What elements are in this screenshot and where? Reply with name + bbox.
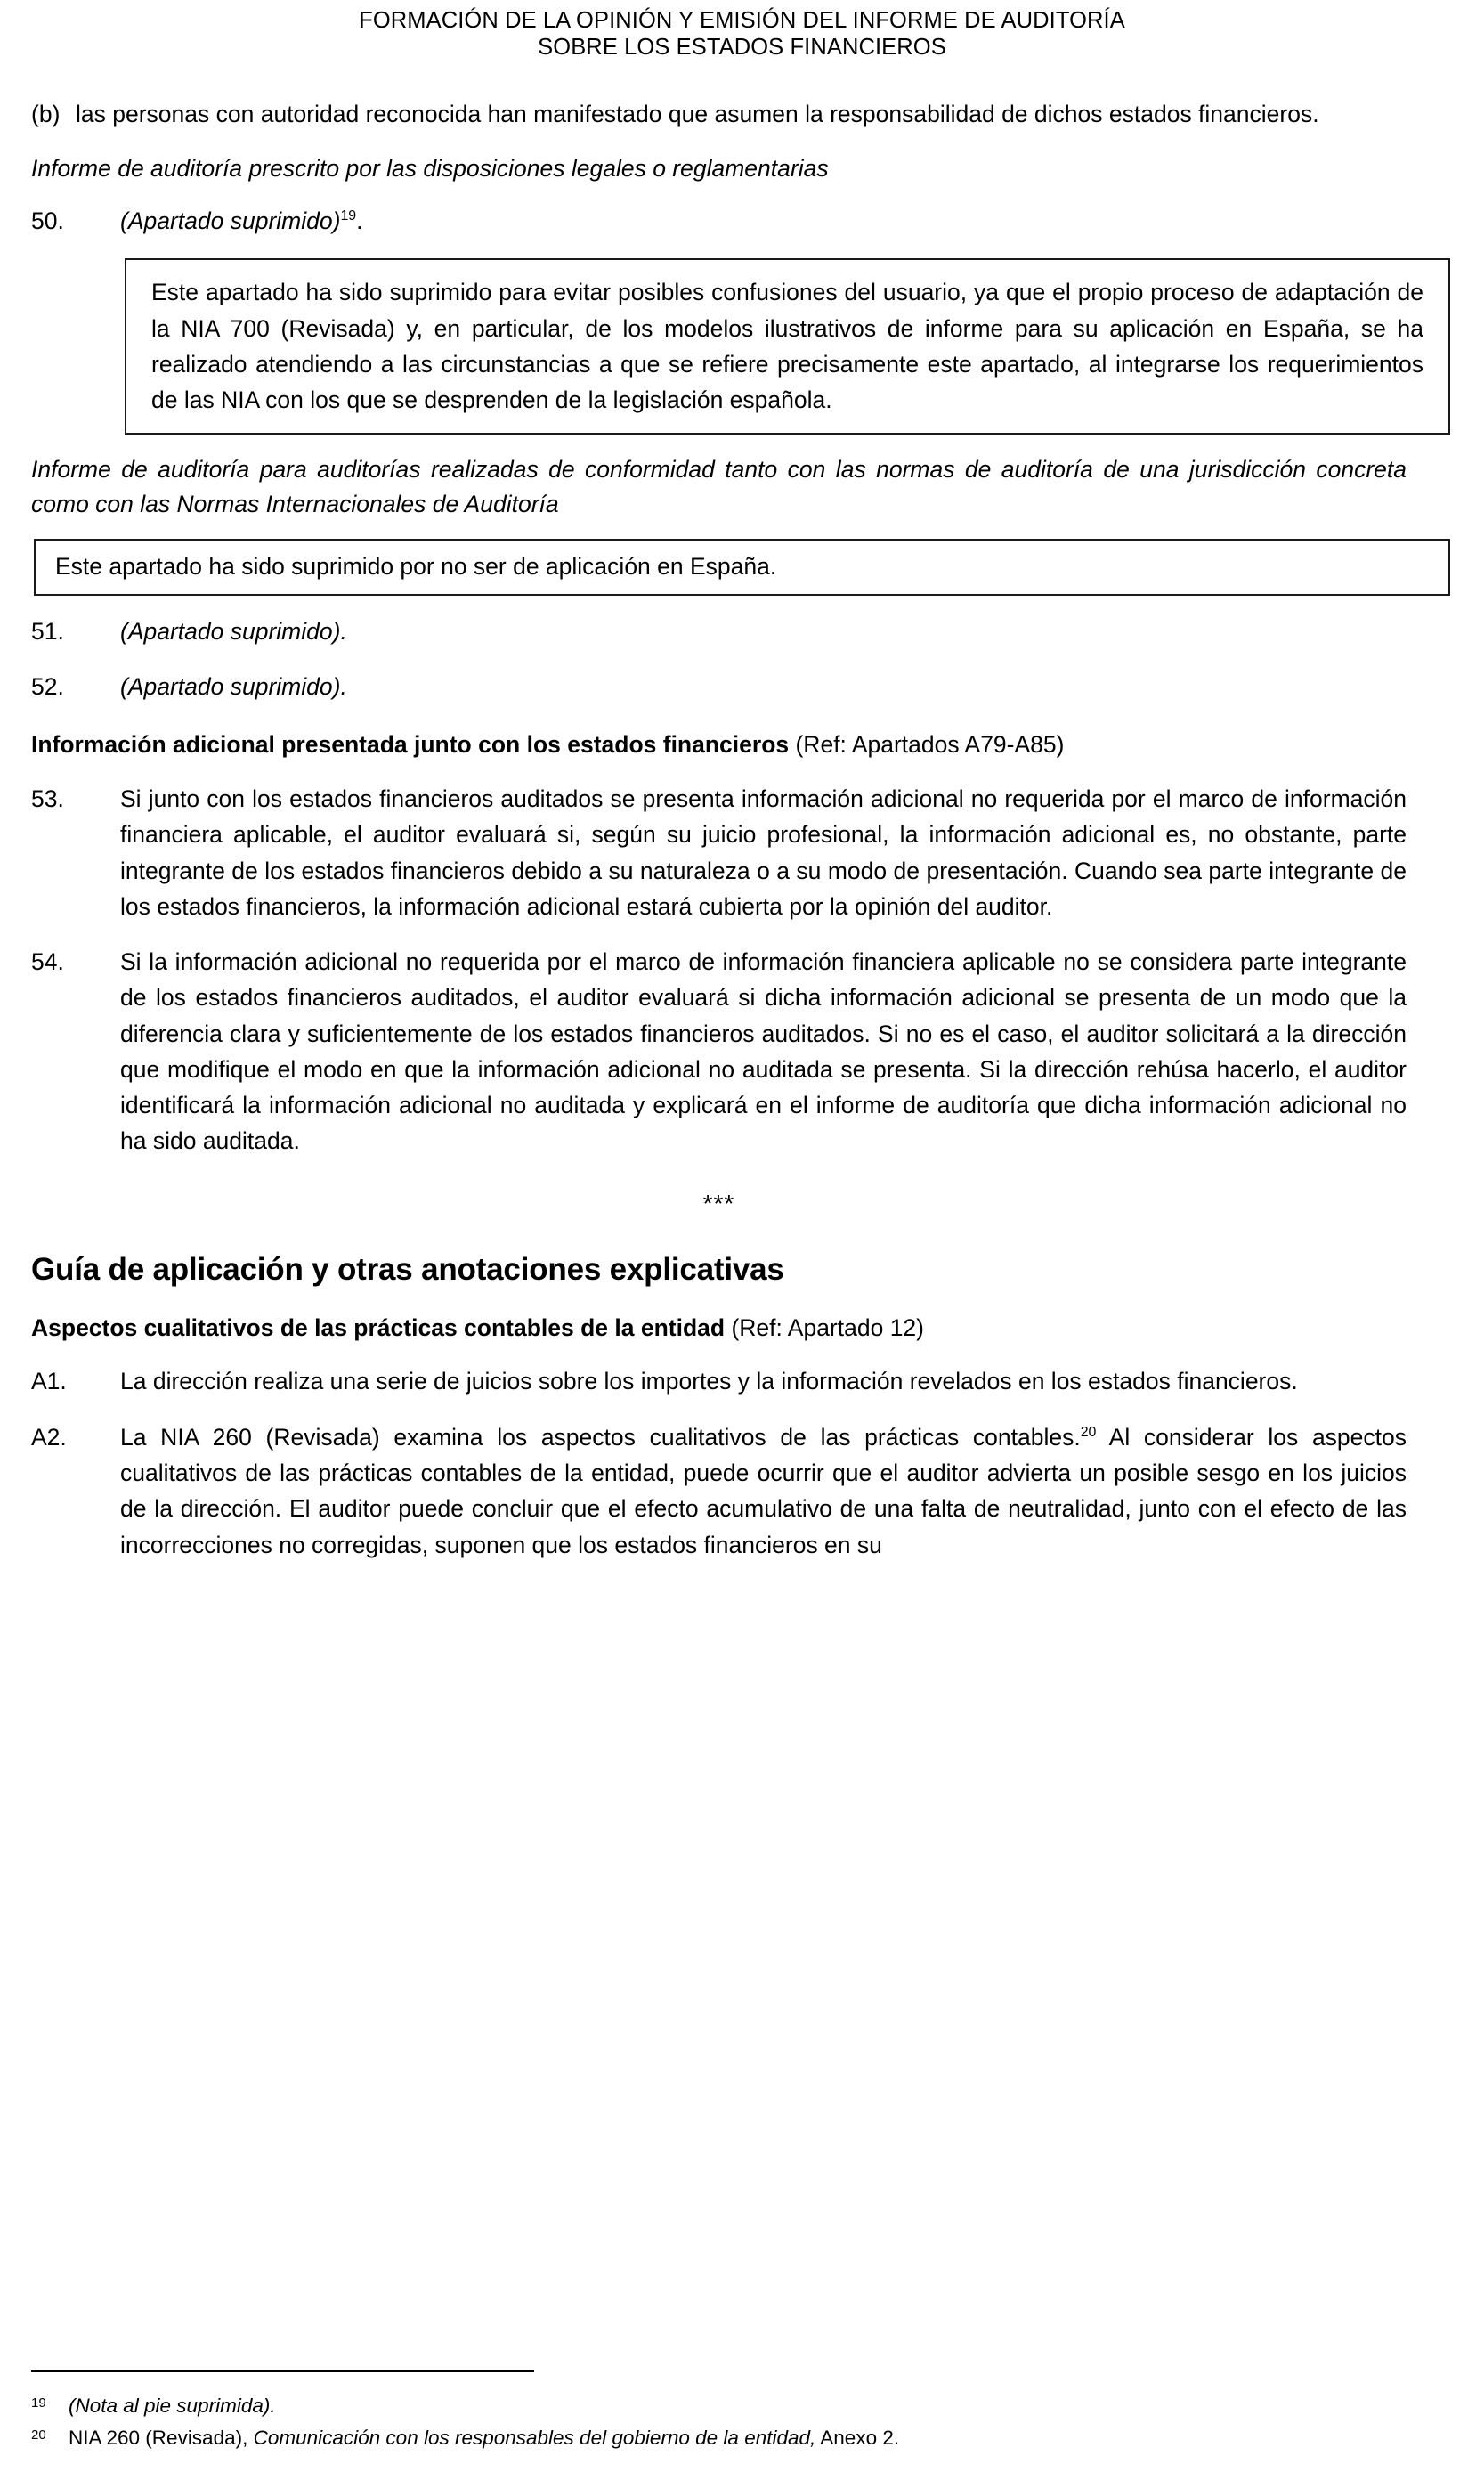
list-item-a2-text xyxy=(120,1419,1407,1563)
list-item-54 xyxy=(31,944,1407,1159)
section-separator-stars: *** xyxy=(702,1189,735,1217)
heading-aspectos-cualitativos xyxy=(31,1311,1407,1346)
list-item-50-text xyxy=(120,203,1407,239)
list-item-b-marker: (b) xyxy=(31,101,61,128)
footnote-20-plain-before: NIA 260 (Revisada), xyxy=(69,2427,254,2450)
suppressed-note-box-2: Este apartado ha sido suprimido por no ser de aplicación en España. xyxy=(34,539,1450,596)
footnote-19-marker: 19 xyxy=(31,2395,46,2411)
footnote-ref-20[interactable]: 20 xyxy=(1080,1424,1097,1440)
footnote-20-plain-after: Anexo 2. xyxy=(815,2427,900,2450)
heading-informe-prescrito: Informe de auditoría prescrito por las disposiciones legales o reglamentarias xyxy=(31,155,829,183)
footnote-ref-19[interactable]: 19 xyxy=(340,208,357,224)
list-item-51-italic: (Apartado suprimido). xyxy=(120,617,347,645)
list-item-a2-text-before: La NIA 260 (Revisada) examina los aspectos cualitativos de las prácticas contables. xyxy=(120,1423,1081,1451)
footnote-20-marker: 20 xyxy=(31,2427,46,2444)
list-item-50-tail: . xyxy=(356,207,363,235)
footnote-area xyxy=(31,2370,1407,2456)
list-item-53-text: Si junto con los estados financieros auditados se presenta información adicional no requerida por el marco de información financiera aplicable, el auditor evaluará si, según su juicio profesional, la información adicional es, no obstante, parte integrante de los estados financieros debido a su naturaleza o a su modo de presentación. Cuando sea parte integrante de los estados financieros, la información adicional estará cubierta por la opinión del auditor. xyxy=(120,785,1407,920)
list-item-54-marker: 54. xyxy=(31,948,64,976)
header-line-2: SOBRE LOS ESTADOS FINANCIEROS xyxy=(538,35,946,61)
list-item-54-text: Si la información adicional no requerida por el marco de información financiera aplicable no se considera parte integrante de los estados financieros auditados, el auditor evaluará si dicha información adicional se presenta de un modo que la diferencia clara y suficientemente de los estados financieros auditados. Si no es el caso, el auditor solicitará a la dirección que modifique el modo en que la información adicional no auditada se presenta. Si la dirección rehúsa hacerlo, el auditor identificará la información adicional no auditada y explicará en el informe de auditoría que dicha información adicional no ha sido auditada. xyxy=(120,948,1407,1155)
list-item-a2-text-after: Al considerar los aspectos cualitativos de las prácticas contables de la entidad, puede ocurrir que el auditor advierta un posible sesgo en los juicios de la dirección. El auditor puede concluir que el efecto acumulativo de una falta de neutralidad, junto con el efecto de las incorrecciones no corregidas, suponen que los estados financieros en su xyxy=(120,1423,1407,1558)
footnote-19 xyxy=(31,2392,1407,2420)
document-body xyxy=(31,96,1423,1563)
footnote-19-text xyxy=(69,2392,1407,2420)
heading-aspectos-cualitativos-ref: (Ref: Apartado 12) xyxy=(725,1313,924,1341)
list-item-a1-marker: A1. xyxy=(31,1368,67,1395)
heading-informacion-adicional-ref: (Ref: Apartados A79-A85) xyxy=(789,731,1065,759)
footnote-separator-rule xyxy=(31,2370,534,2372)
list-item-b xyxy=(31,96,1407,132)
page-header xyxy=(0,0,1484,61)
list-item-a2 xyxy=(31,1419,1407,1563)
list-item-50 xyxy=(31,203,1407,239)
list-item-51 xyxy=(31,614,1407,649)
list-item-a2-marker: A2. xyxy=(31,1423,67,1451)
list-item-51-marker: 51. xyxy=(31,617,64,645)
footnote-19-italic: (Nota al pie suprimida). xyxy=(69,2395,276,2418)
list-item-52 xyxy=(31,669,1407,704)
heading-aspectos-cualitativos-bold: Aspectos cualitativos de las prácticas contables de la entidad xyxy=(31,1313,726,1341)
heading-informacion-adicional-bold: Información adicional presentada junto con los estados financieros xyxy=(31,731,790,759)
footnote-20 xyxy=(31,2424,1407,2452)
list-item-50-italic: (Apartado suprimido) xyxy=(120,207,341,235)
list-item-a1-text: La dirección realiza una serie de juicios sobre los importes y la información revelados en los estados financieros. xyxy=(120,1368,1298,1395)
section-title-guia-aplicacion: Guía de aplicación y otras anotaciones explicativas xyxy=(31,1251,784,1287)
list-item-52-text xyxy=(120,669,1407,704)
list-item-b-text: las personas con autoridad reconocida han manifestado que asumen la responsabilidad de dichos estados financieros. xyxy=(76,101,1319,128)
footnote-20-italic: Comunicación con los responsables del gobierno de la entidad, xyxy=(253,2427,816,2450)
list-item-52-marker: 52. xyxy=(31,673,64,701)
list-item-52-italic: (Apartado suprimido). xyxy=(120,673,347,701)
list-item-53-marker: 53. xyxy=(31,785,64,813)
list-item-50-marker: 50. xyxy=(31,207,64,235)
heading-informe-conformidad: Informe de auditoría para auditorías realizadas de conformidad tanto con las normas de auditoría de una jurisdicción concreta como con las Normas Internacionales de Auditoría xyxy=(31,455,1407,518)
heading-informacion-adicional xyxy=(31,728,1407,763)
footnote-20-text xyxy=(69,2424,1407,2452)
suppressed-note-box-1: Este apartado ha sido suprimido para evitar posibles confusiones del usuario, ya que el propio proceso de adaptación de la NIA 700 (Revisada) y, en particular, de los modelos ilustrativos de informe para su aplicación en España, se ha realizado atendiendo a las circunstancias a que se refiere precisamente este apartado, al integrarse los requerimientos de las NIA con los que se desprenden de la legislación española. xyxy=(125,258,1450,434)
header-line-1: FORMACIÓN DE LA OPINIÓN Y EMISIÓN DEL INFORME DE AUDITORÍA xyxy=(359,8,1125,33)
list-item-51-text xyxy=(120,614,1407,649)
list-item-53 xyxy=(31,781,1407,924)
list-item-a1 xyxy=(31,1363,1407,1399)
